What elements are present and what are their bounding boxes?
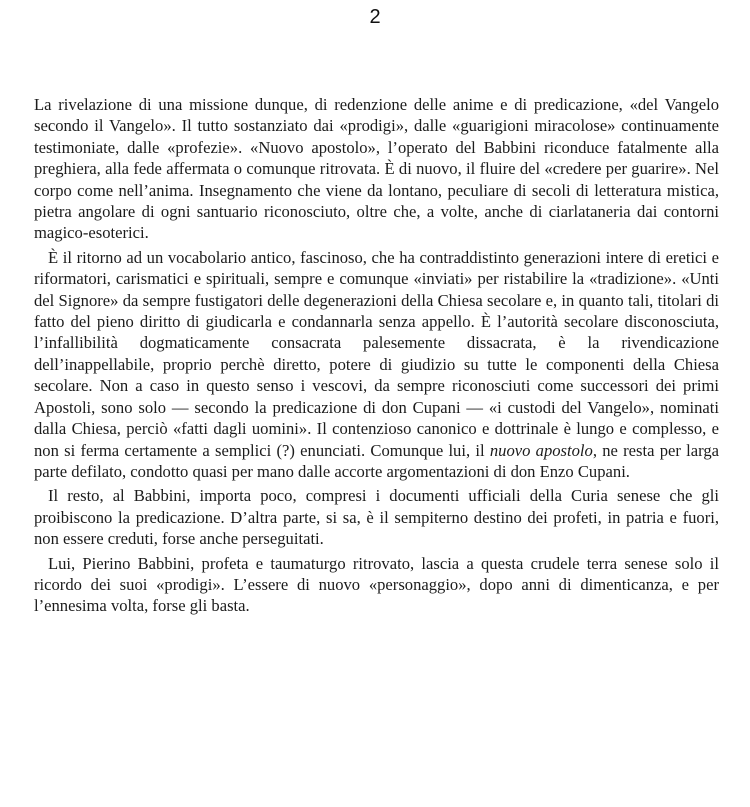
paragraph-2-italic-phrase: nuovo apostolo — [489, 440, 593, 460]
body-text — [34, 94, 719, 620]
paragraph-3: Il resto, al Babbini, importa poco, compresi i documenti ufficiali della Curia senese che gli proibiscono la predicazione. D’altra parte, si sa, è il sempiterno destino dei profeti, in patria e fuori, non essere creduti, forse anche perseguitati. — [34, 486, 719, 549]
paragraph-2-text-after: , ne resta per larga parte defilato, condotto quasi per mano dalle accorte argomentazioni di don Enzo Cupani. — [34, 440, 719, 481]
paragraph-2-text-before: È il ritorno ad un vocabolario antico, fascinoso, che ha contraddistinto generazioni intere di eretici e riformatori, carismatici e spirituali, sempre e comunque «inviati» per ristabilire la «tradizione». «Unti del Signore» da sempre fustigatori delle degenerazioni della Chiesa secolare e, in quanto tali, titolari di fatto del pieno diritto di giudicarla e condannarla senza appello. È l’autorità secolare disconosciuta, l’infallibilità dogmaticamente consacrata palesemente dissacrata, è la rivendicazione dell’inappellabile, proprio perchè diretto, potere di giudizio su tutte le componenti della Chiesa secolare. Non a caso in questo senso i vescovi, da sempre riconosciuti come successori dei primi Apostoli, sono solo — secondo la predicazione di don Cupani — «i custodi del Vangelo», nominati dalla Chiesa, perciò «fatti dagli uomini». Il contenzioso canonico e dottrinale è lungo e complesso, e non si ferma certamente a semplici (?) enunciati. Comunque lui, il — [34, 247, 719, 460]
paragraph-2 — [34, 247, 719, 482]
page-number: 2 — [369, 6, 381, 28]
paragraph-4: Lui, Pierino Babbini, profeta e taumaturgo ritrovato, lascia a questa crudele terra senese solo il ricordo dei suoi «prodigi». L’essere di nuovo «personaggio», dopo anni di dimenticanza, e per l’ennesima volta, forse gli basta. — [34, 553, 719, 616]
paragraph-1: La rivelazione di una missione dunque, di redenzione delle anime e di predicazione, «del Vangelo secondo il Vangelo». Il tutto sostanziato dai «prodigi», dalle «guarigioni miracolose» continuamente testimoniate, dalle «profezie». «Nuovo apostolo», l’operato del Babbini riconduce fatalmente alla preghiera, alla fede affermata o comunque ritrovata. È di nuovo, il fluire del «credere per guarire». Nel corpo come nell’anima. Insegnamento che viene da lontano, peculiare di secoli di letteratura mistica, pietra angolare di ogni santuario riconosciuto, oltre che, a volte, anche di ciarlataneria dai contorni magico-esoterici. — [34, 95, 719, 243]
